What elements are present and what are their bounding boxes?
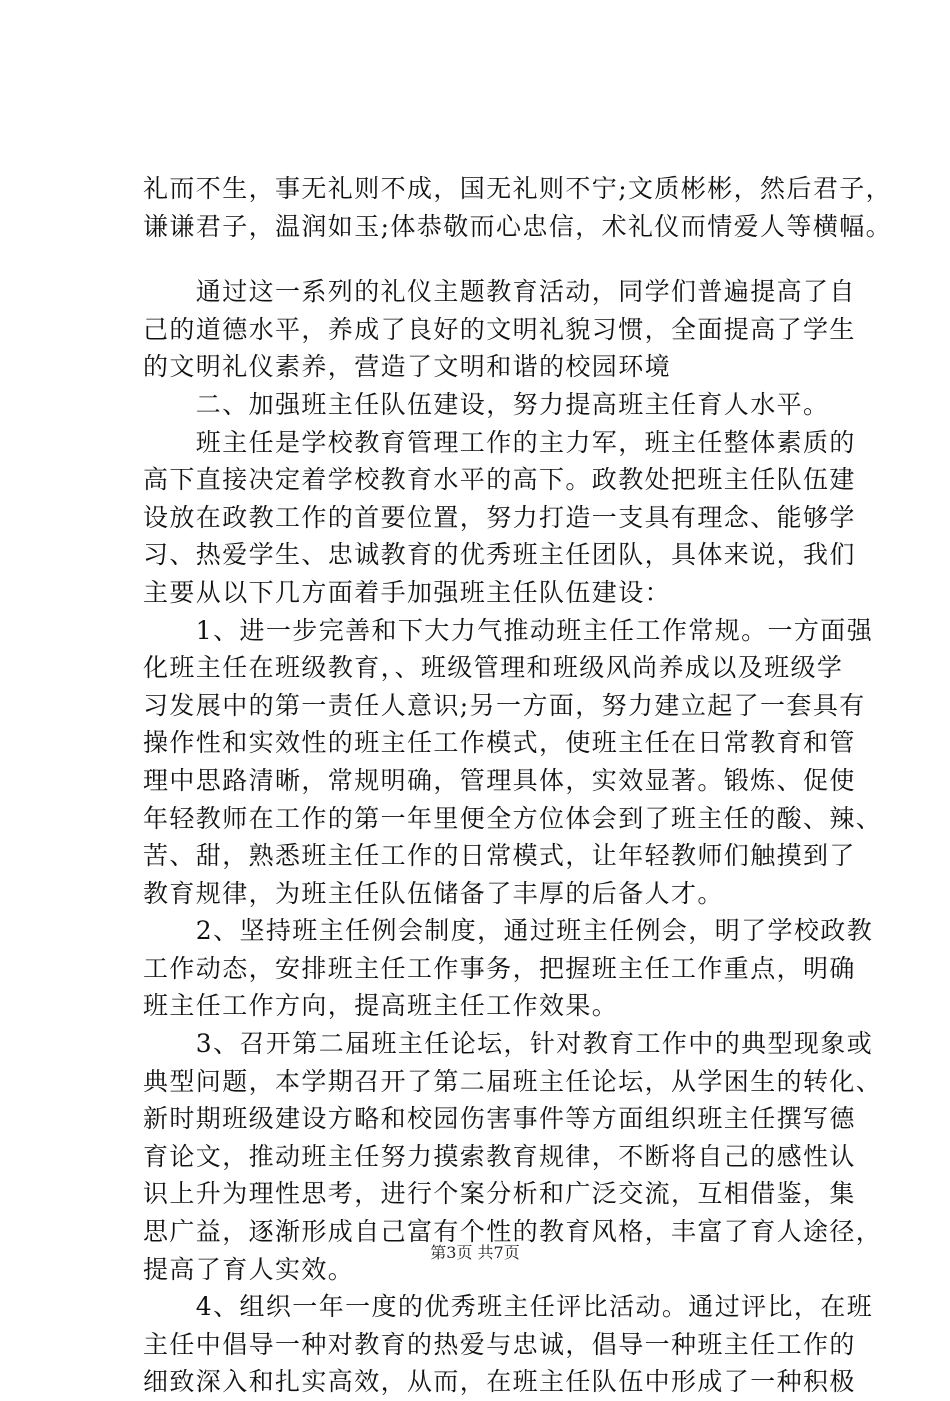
text-line: 礼而不生，事无礼则不成，国无礼则不宁;文质彬彬，然后君子， — [143, 174, 893, 203]
text-line: 工作动态，安排班主任工作事务，把握班主任工作重点，明确 — [143, 953, 856, 983]
text-line: 操作性和实效性的班主任工作模式，使班主任在日常教育和管 — [143, 728, 856, 758]
text-line: 教育规律，为班主任队伍储备了丰厚的后备人才。 — [143, 878, 724, 908]
text-line: 新时期班级建设方略和校园伤害事件等方面组织班主任撰写德 — [143, 1104, 856, 1134]
text-line: 细致深入和扎实高效，从而，在班主任队伍中形成了一种积极 — [143, 1367, 856, 1397]
text-line: 3、召开第二届班主任论坛，针对教育工作中的典型现象或 — [143, 1029, 874, 1059]
text-line: 通过这一系列的礼仪主题教育活动，同学们普遍提高了自 — [143, 277, 856, 307]
text-line: 的文明礼仪素养，营造了文明和谐的校园环境 — [143, 352, 672, 382]
section-heading: 二、加强班主任队伍建设，努力提高班主任育人水平。 — [143, 389, 830, 419]
text-line: 设放在政教工作的首要位置，努力打造一支具有理念、能够学 — [143, 502, 856, 532]
paragraph-gap — [143, 245, 863, 273]
text-line: 谦谦君子，温润如玉;体恭敬而心忠信，术礼仪而情爱人等横幅。 — [143, 211, 893, 241]
text-line: 高下直接决定着学校教育水平的高下。政教处把班主任队伍建 — [143, 465, 856, 495]
text-line: 苦、甜，熟悉班主任工作的日常模式，让年轻教师们触摸到了 — [143, 841, 856, 871]
text-line: 提高了育人实效。 — [143, 1254, 355, 1284]
text-line: 理中思路清晰，常规明确，管理具体，实效显著。锻炼、促使 — [143, 765, 856, 795]
page-number: 第3页 共7页 — [430, 1243, 520, 1262]
text-line: 典型问题，本学期召开了第二届班主任论坛，从学困生的转化、 — [143, 1066, 883, 1096]
document-body — [143, 170, 893, 1401]
text-line: 思广益，逐渐形成自己富有个性的教育风格，丰富了育人途径， — [143, 1217, 883, 1247]
text-line: 年轻教师在工作的第一年里便全方位体会到了班主任的酸、辣、 — [143, 803, 883, 833]
text-line: 化班主任在班级教育，、班级管理和班级风尚养成以及班级学 — [143, 653, 844, 683]
text-line: 主任中倡导一种对教育的热爱与忠诚，倡导一种班主任工作的 — [143, 1329, 856, 1359]
text-line: 识上升为理性思考，进行个案分析和广泛交流，互相借鉴，集 — [143, 1179, 856, 1209]
text-line: 主要从以下几方面着手加强班主任队伍建设： — [143, 577, 672, 607]
text-line: 1、进一步完善和下大力气推动班主任工作常规。一方面强 — [143, 615, 874, 645]
text-line: 4、组织一年一度的优秀班主任评比活动。通过评比，在班 — [143, 1292, 874, 1322]
text-line: 己的道德水平，养成了良好的文明礼貌习惯，全面提高了学生 — [143, 314, 856, 344]
text-line: 班主任工作方向，提高班主任工作效果。 — [143, 991, 619, 1021]
text-line: 育论文，推动班主任努力摸索教育规律，不断将自己的感性认 — [143, 1141, 856, 1171]
text-line: 2、坚持班主任例会制度，通过班主任例会，明了学校政教 — [143, 916, 874, 946]
text-line: 习发展中的第一责任人意识;另一方面，努力建立起了一套具有 — [143, 690, 866, 720]
text-line: 习、热爱学生、忠诚教育的优秀班主任团队，具体来说，我们 — [143, 540, 856, 570]
page-footer — [0, 1240, 950, 1263]
text-line: 班主任是学校教育管理工作的主力军，班主任整体素质的 — [143, 427, 856, 457]
